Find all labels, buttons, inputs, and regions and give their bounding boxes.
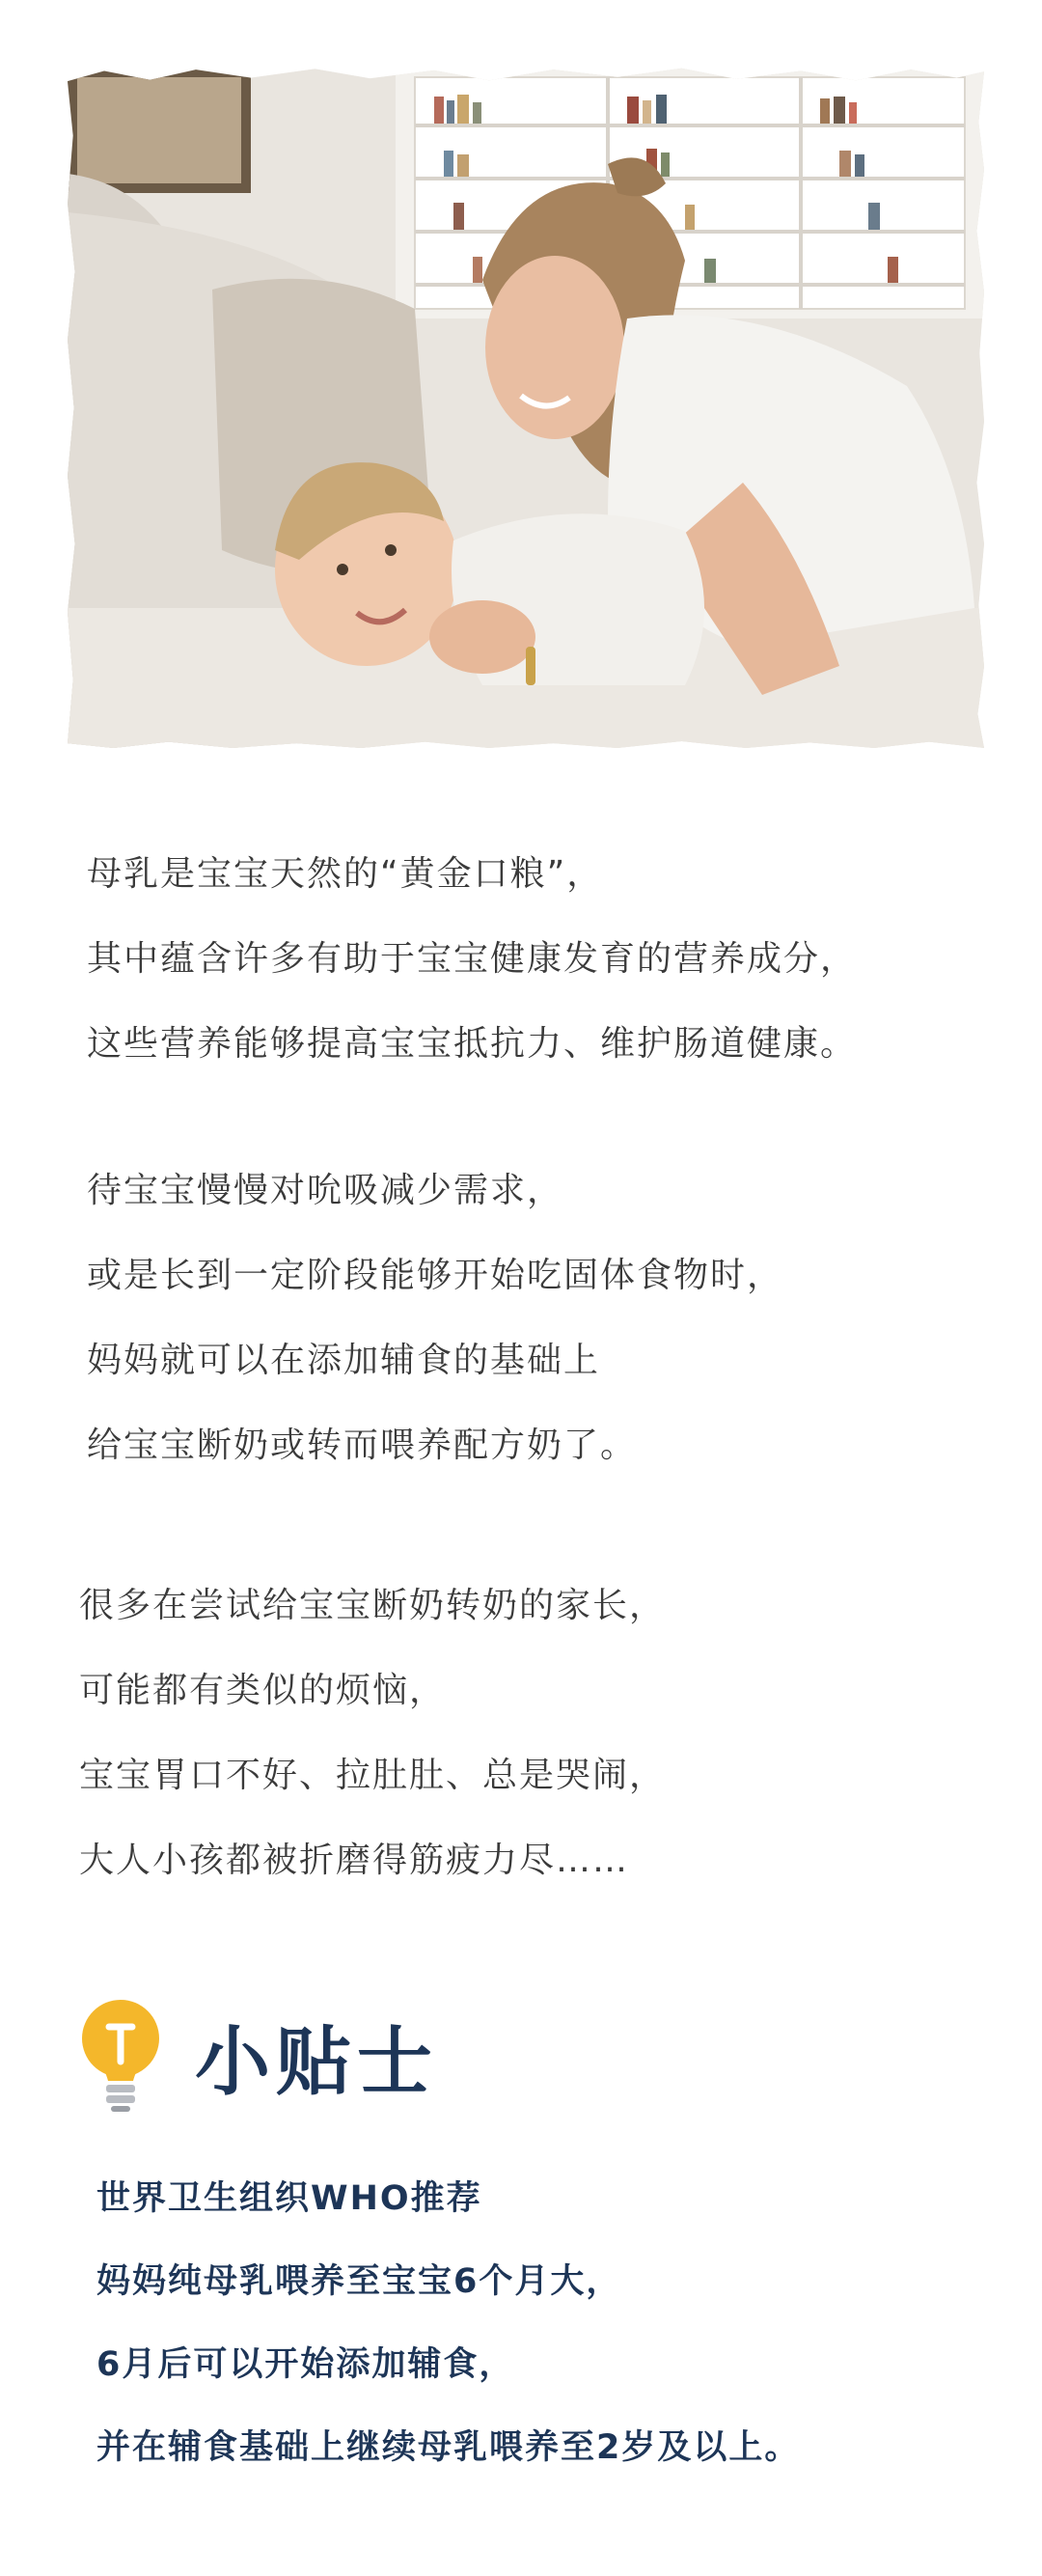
paragraph-line: 或是长到一定阶段能够开始吃固体食物时， <box>87 1256 784 1295</box>
paragraph-line: 宝宝胃口不好、拉肚肚、总是哭闹， <box>79 1756 667 1795</box>
intro-paragraph <box>87 832 994 1087</box>
tips-line: 世界卫生组织WHO推荐 <box>96 2179 482 2218</box>
tips-title: 小贴士 <box>195 2019 439 2106</box>
weaning-paragraph <box>87 1149 994 1488</box>
paragraph-line: 母乳是宝宝天然的“黄金口粮”， <box>87 854 604 894</box>
mother-and-child-illustration <box>68 68 984 748</box>
lightbulb-icon <box>77 1998 164 2114</box>
tips-heading <box>77 1988 438 2123</box>
paragraph-line: 大人小孩都被折磨得筋疲力尽…… <box>79 1841 630 1880</box>
tips-line: 6月后可以开始添加辅食， <box>96 2345 515 2384</box>
tips-line: 妈妈纯母乳喂养至宝宝6个月大， <box>96 2262 622 2301</box>
paragraph-line: 妈妈就可以在添加辅食的基础上 <box>87 1341 601 1380</box>
paragraph-line: 其中蕴含许多有助于宝宝健康发育的营养成分， <box>87 939 858 979</box>
paragraph-line: 可能都有类似的烦恼， <box>79 1671 447 1710</box>
hero-photo <box>68 68 984 748</box>
paragraph-line: 这些营养能够提高宝宝抵抗力、维护肠道健康。 <box>87 1024 858 1064</box>
paragraph-line: 很多在尝试给宝宝断奶转奶的家长， <box>79 1586 667 1625</box>
paragraph-line: 给宝宝断奶或转而喂养配方奶了。 <box>87 1426 638 1465</box>
tips-line: 并在辅食基础上继续母乳喂养至2岁及以上。 <box>96 2428 801 2467</box>
parents-worry-paragraph <box>79 1564 986 1903</box>
tips-body <box>96 2157 994 2489</box>
paragraph-line: 待宝宝慢慢对吮吸减少需求， <box>87 1171 564 1210</box>
